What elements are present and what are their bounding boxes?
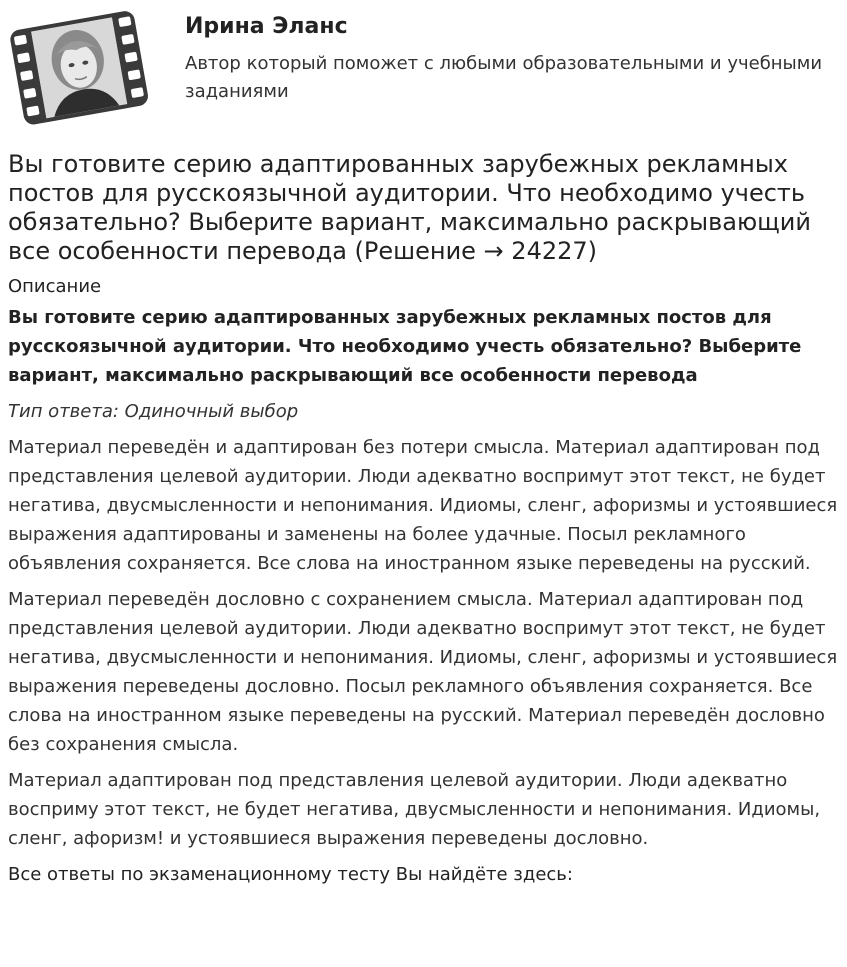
answer-option-3: Материал адаптирован под представления целевой аудитории. Люди адекватно восприму этот текст, не будет негатива, двусмысленности и непонимания. Идиомы, сленг, афоризм! и устоявшиеся выражения переведены дословно. [8, 770, 821, 849]
main-content [8, 274, 843, 889]
author-card [0, 0, 847, 140]
answer-type: Тип ответа: Одиночный выбор [8, 401, 299, 422]
page-title: Вы готовите серию адаптированных зарубежных рекламных постов для русскоязычной аудитории. Что необходимо учесть обязательно? Выберите вариант, максимально раскрывающий все особенности перевода (Решение → 24227) [8, 150, 811, 265]
footer-text: Все ответы по экзаменационному тесту Вы найдёте здесь: [8, 864, 573, 885]
author-name: Ирина Эланс [185, 14, 348, 39]
answer-option-2: Материал переведён дословно с сохранением смысла. Материал адаптирован под представления целевой аудитории. Люди адекватно воспримут этот текст, не будет негатива, двусмысленности и непонимания. Идиомы, сленг, афоризмы и устоявшиеся выражения переведены дословно. Посыл рекламного объявления сохраняется. Все слова на иностранном языке переведены на русский. Материал переведён дословно без сохранения смысла. [8, 589, 838, 755]
answer-option-1: Материал переведён и адаптирован без потери смысла. Материал адаптирован под представления целевой аудитории. Люди адекватно воспримут этот текст, не будет негатива, двусмысленности и непонимания. Идиомы, сленг, афоризмы и устоявшиеся выражения адаптированы и заменены на более удачные. Посыл рекламного объявления сохраняется. Все слова на иностранном языке переведены на русский. [8, 437, 838, 574]
author-avatar [6, 8, 151, 126]
author-description: Автор который поможет с любыми образовательными и учебными заданиями [185, 53, 823, 102]
question-text: Вы готовите серию адаптированных зарубежных рекламных постов для русскоязычной аудитории. Что необходимо учесть обязательно? Выберите вариант, максимально раскрывающий все особенности перевода [8, 307, 802, 386]
description-label: Описание [8, 276, 102, 297]
